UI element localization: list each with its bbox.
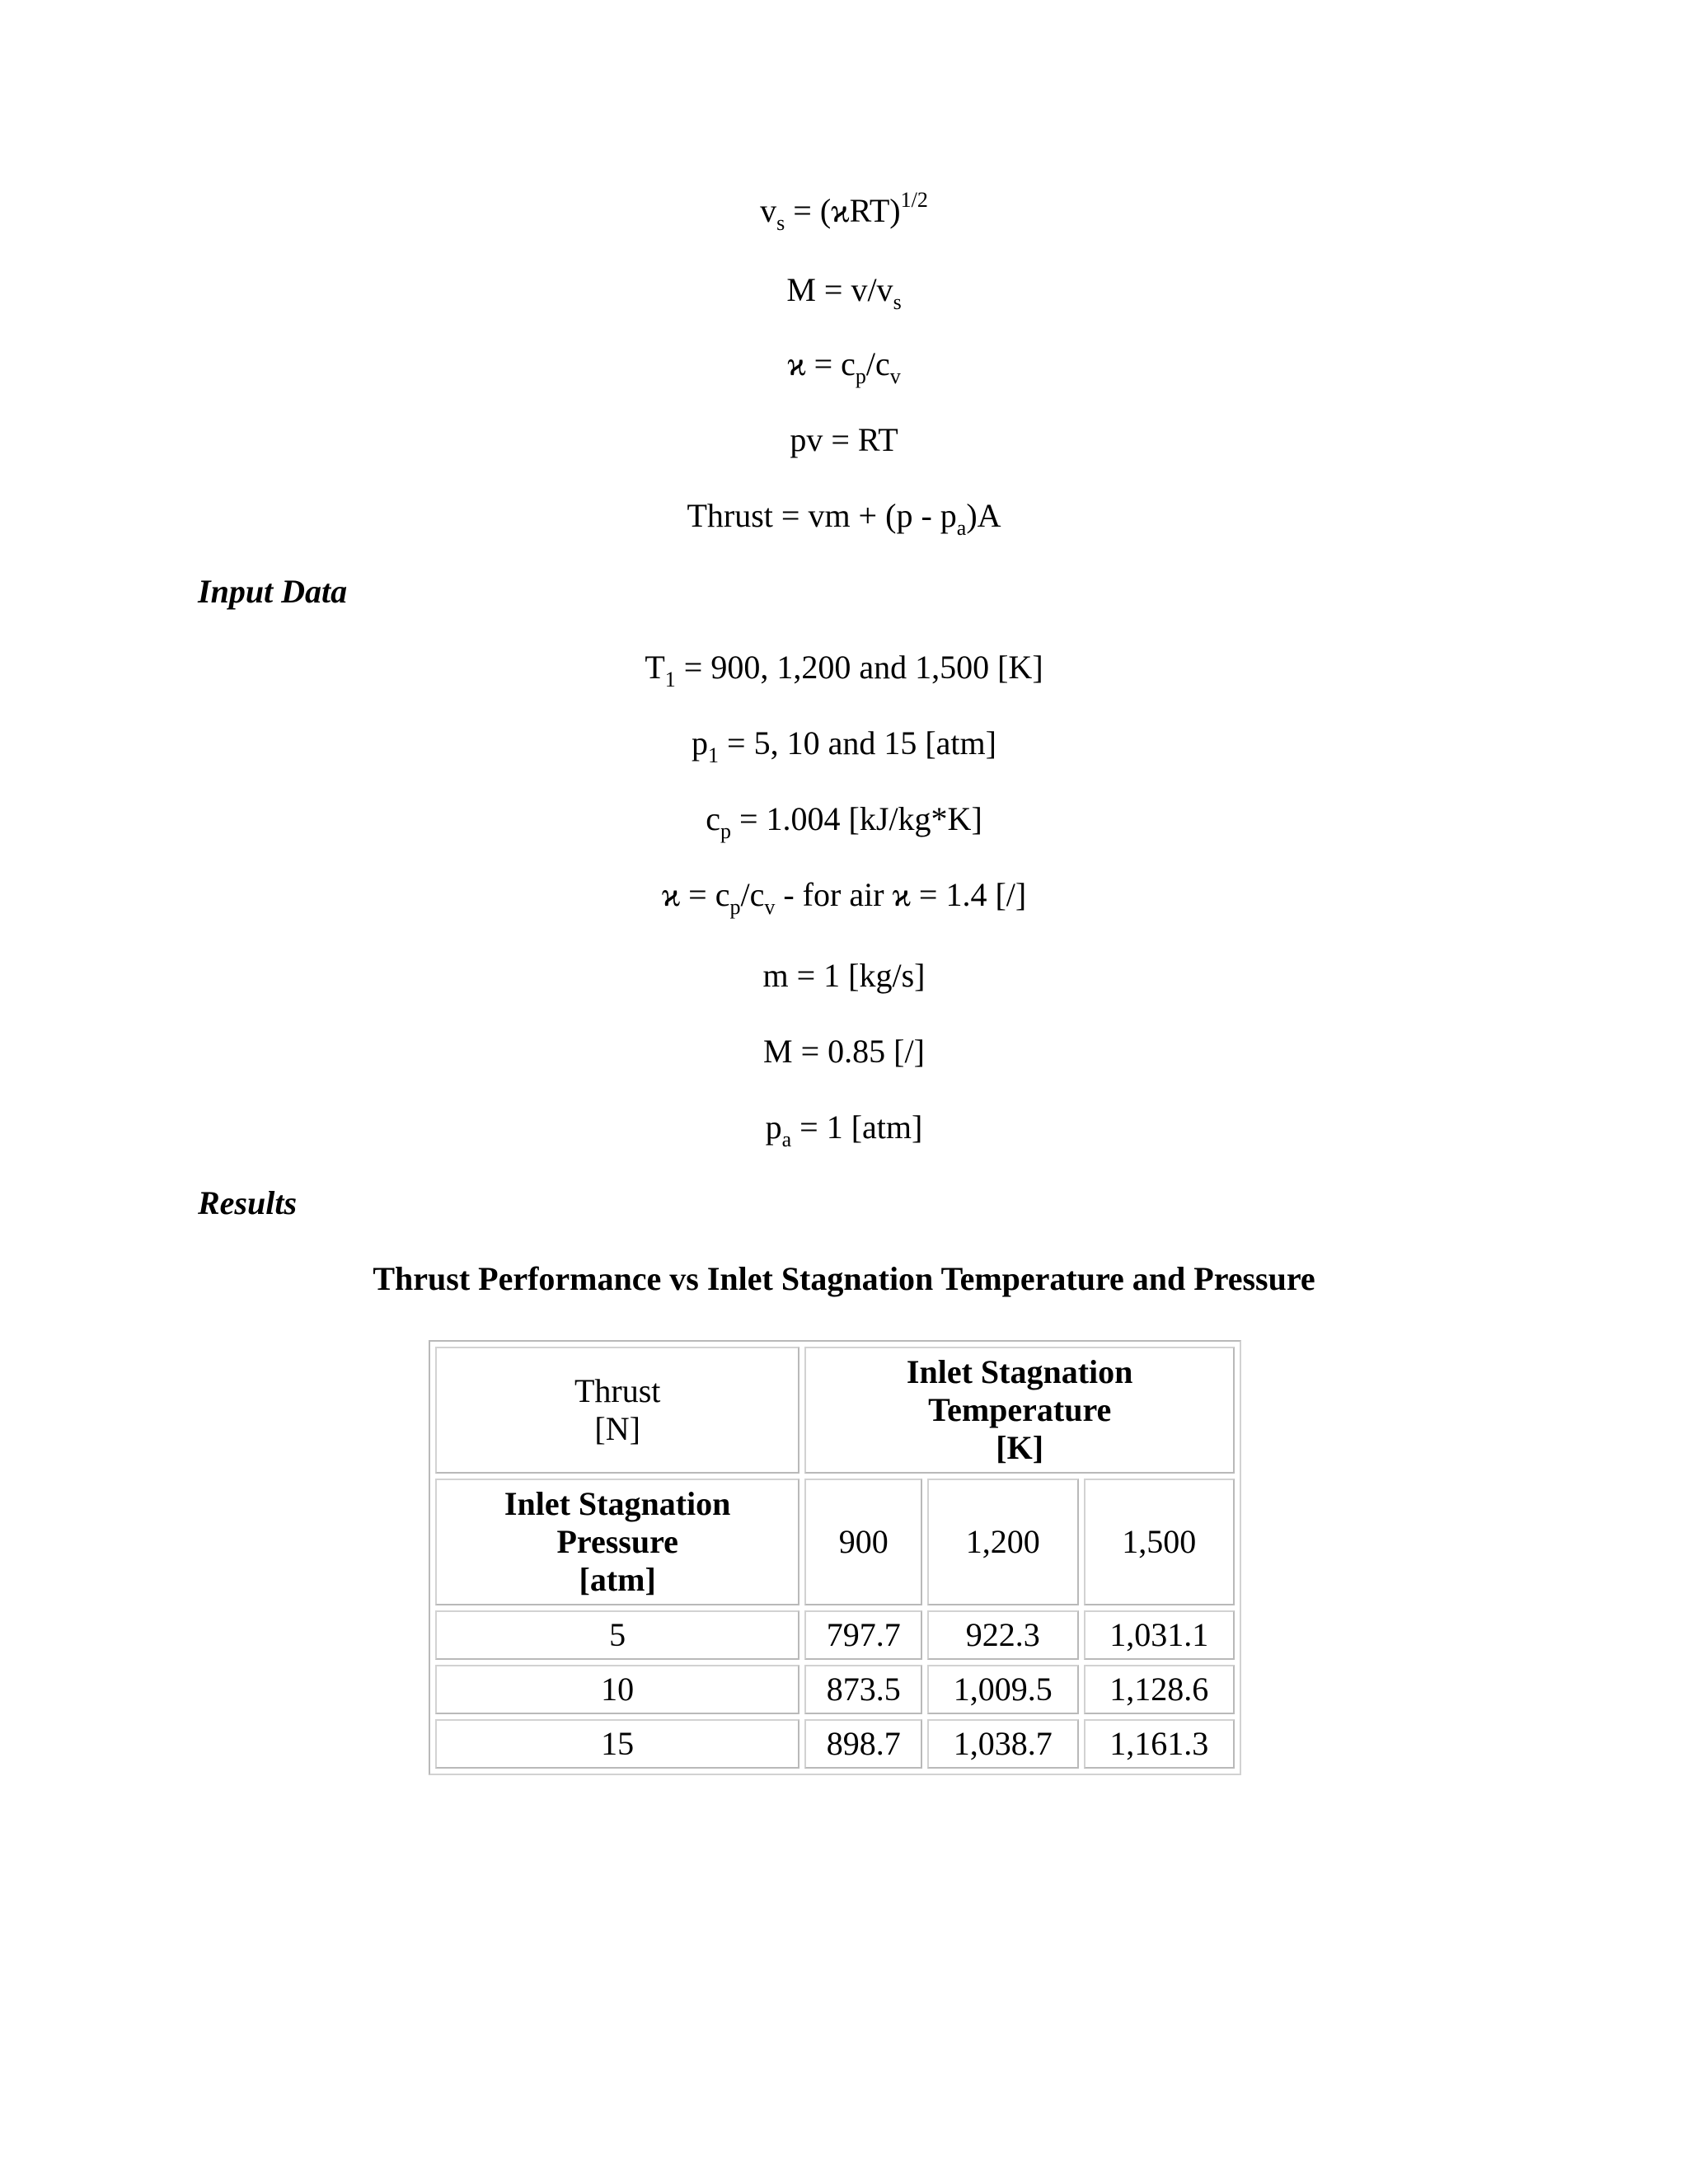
temperature-header-line2: [K] bbox=[996, 1429, 1044, 1466]
table-header-row bbox=[435, 1347, 1235, 1474]
input-heat-capacity-ratio: $ϰ = c_p/c_v$ - for air ϰ = 1.4 [/] bbox=[661, 876, 1027, 919]
speed-of-sound-equation: $v_s = (ϰRT)^{1/2}$ bbox=[760, 188, 928, 235]
temperature-column-header: 1,500 bbox=[1084, 1479, 1235, 1605]
corner-header-line1: Thrust bbox=[574, 1372, 661, 1409]
input-mach-number: M = 0.85 [/] bbox=[763, 1033, 925, 1070]
thrust-value-cell: 1,031.1 bbox=[1084, 1610, 1235, 1660]
thrust-value-cell: 873.5 bbox=[804, 1665, 922, 1714]
thrust-value-cell: 1,009.5 bbox=[927, 1665, 1078, 1714]
thrust-value-cell: 922.3 bbox=[927, 1610, 1078, 1660]
temperature-header-cell bbox=[804, 1347, 1235, 1474]
thrust-value-cell: 1,128.6 bbox=[1084, 1665, 1235, 1714]
corner-header-cell bbox=[435, 1347, 799, 1474]
thrust-value-cell: 1,038.7 bbox=[927, 1719, 1078, 1769]
input-data-heading: Input Data bbox=[198, 573, 348, 610]
table-row bbox=[435, 1719, 1235, 1769]
thrust-value-cell: 1,161.3 bbox=[1084, 1719, 1235, 1769]
thrust-results-table bbox=[429, 1340, 1241, 1775]
pressure-cell: 10 bbox=[435, 1665, 799, 1714]
pressure-cell: 15 bbox=[435, 1719, 799, 1769]
pressure-cell: 5 bbox=[435, 1610, 799, 1660]
thrust-value-cell: 898.7 bbox=[804, 1719, 922, 1769]
thrust-value-cell: 797.7 bbox=[804, 1610, 922, 1660]
temperature-column-header: 900 bbox=[804, 1479, 922, 1605]
pressure-header-line1: Inlet Stagnation Pressure bbox=[504, 1485, 731, 1560]
heat-capacity-ratio-equation: $ϰ = c_p/c_v$ bbox=[787, 345, 901, 388]
temperature-header-line1: Inlet Stagnation Temperature bbox=[906, 1353, 1133, 1428]
table-row bbox=[435, 1610, 1235, 1660]
table-caption: Thrust Performance vs Inlet Stagnation Temperature and Pressure bbox=[373, 1260, 1315, 1297]
input-ambient-pressure: $p_a = 1$ [atm] bbox=[765, 1108, 923, 1151]
mach-number-equation: $M = v/v_s$ bbox=[786, 271, 902, 314]
input-specific-heat: $c_p = 1.004$ [kJ/kg*K] bbox=[706, 800, 982, 843]
results-heading: Results bbox=[198, 1184, 298, 1221]
corner-header-line2: [N] bbox=[594, 1410, 640, 1447]
temperature-column-header: 1,200 bbox=[927, 1479, 1078, 1605]
pressure-header-line2: [atm] bbox=[579, 1561, 656, 1598]
table-row bbox=[435, 1665, 1235, 1714]
thrust-equation: Thrust = vm + $(p - p_a)A$ bbox=[687, 497, 1001, 540]
input-mass-flow: m = 1 [kg/s] bbox=[762, 957, 926, 994]
input-pressure: $p_1 = 5$, 10 and 15 [atm] bbox=[692, 724, 996, 767]
table-subheader-row bbox=[435, 1479, 1235, 1605]
input-temperature: $T_1 = 900$, 1,200 and 1,500 [K] bbox=[645, 649, 1043, 691]
pressure-header-cell bbox=[435, 1479, 799, 1605]
ideal-gas-equation: pv = RT bbox=[790, 421, 898, 458]
